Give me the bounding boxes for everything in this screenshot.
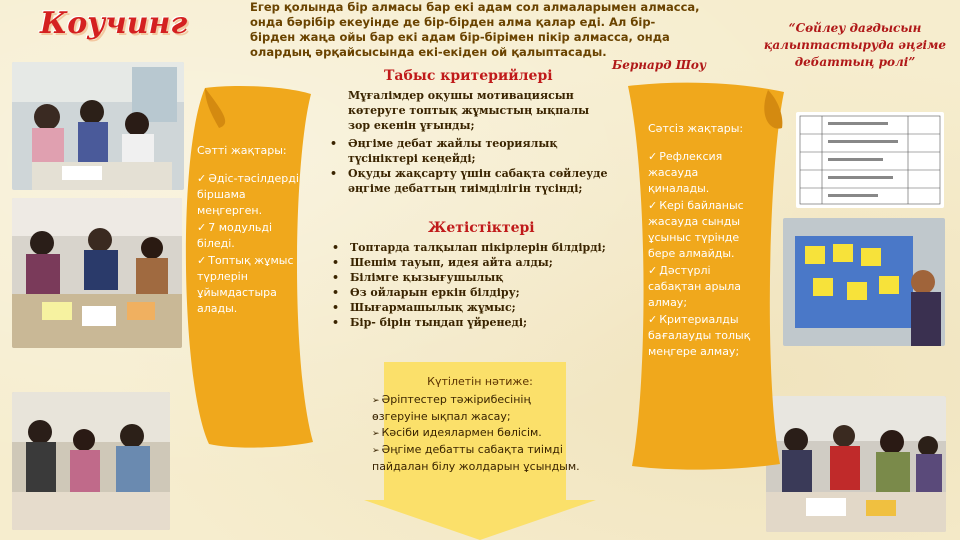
list-item: ✓ Дәстүрлі сабақтан арыла алмау;: [648, 264, 741, 309]
arrow-bullet-icon: ➢: [372, 446, 380, 456]
list-item: • Топтарда талқылап пікірлерін білдірді;: [330, 240, 612, 255]
strengths-list: [197, 171, 301, 317]
list-item: • Өз ойларын еркін білдіру;: [330, 285, 612, 300]
photo-teachers-lesson: [12, 392, 170, 530]
arrow-bullet-icon: ➢: [372, 429, 380, 439]
check-icon: ✓: [197, 221, 207, 234]
criteria-list: [328, 136, 610, 196]
expected-heading: Күтілетін нәтиже:: [427, 375, 533, 388]
topic-quote: “Сөйлеу дағдысын қалыптастыруда әңгіме дебаттың ролі”: [763, 21, 947, 69]
check-icon: ✓: [648, 313, 658, 326]
photo-teachers-table: [12, 198, 182, 348]
photo-teachers-group: [12, 62, 184, 190]
arrow-bullet-icon: ➢: [372, 396, 380, 406]
check-icon: ✓: [648, 199, 658, 212]
achievements-title: Жетістіктері: [428, 220, 535, 236]
expected-list: [372, 392, 588, 475]
list-item: ➢ Әңгіме дебатты сабақта тиімді пайдалан білу жолдарын ұсындым.: [372, 443, 580, 473]
list-item: • Білімге қызығушылық: [330, 270, 612, 285]
strengths-heading: Сәтті жақтары:: [197, 144, 287, 157]
list-item: ✓ Топтық жұмыс түрлерін ұйымдастыра алады.: [197, 254, 294, 315]
check-icon: ✓: [197, 254, 207, 267]
quote-author: Бернард Шоу: [612, 58, 707, 72]
list-item: • Бір- бірін тыңдап үйренеді;: [330, 315, 612, 330]
photo-worksheet: [796, 112, 944, 208]
weaknesses-panel: [618, 80, 788, 472]
list-item: ✓ 7 модульді біледі.: [197, 221, 273, 250]
list-item: ✓ Критериалды бағалауды толық меңгере алмау;: [648, 313, 751, 358]
weaknesses-heading: Сәтсіз жақтары:: [648, 122, 744, 135]
photo-group-work: [766, 396, 946, 532]
expected-results-arrow: [364, 362, 596, 540]
list-item: • Шешім тауып, идея айта алды;: [330, 255, 612, 270]
check-icon: ✓: [648, 264, 658, 277]
criteria-title: Табыс критерийлері: [384, 68, 553, 84]
list-item: • Шығармашылық жұмыс;: [330, 300, 612, 315]
slide-title: Коучинг: [40, 6, 188, 41]
shaw-quote: Егер қолында бір алмасы бар екі адам сол алмаларымен алмасса, онда бәрібір екеуінде де бір-бірден алма қалар еді. Ал бір-бірден жаңа ойы бар екі адам бір-бірімен пікір алмасса, онда олардың әрқайсысында екі-екіден ой қалыптасады.: [250, 0, 700, 59]
weaknesses-list: [648, 149, 760, 360]
achievements-list: [330, 240, 612, 330]
photo-poster-board: [783, 218, 945, 346]
strengths-panel: [175, 84, 315, 450]
list-item: ✓ Әдіс-тәсілдерді біршама меңгерген.: [197, 172, 299, 217]
list-item: • Әңгіме дебат жайлы теориялық түсініктері кеңейді;: [328, 136, 610, 166]
criteria-intro: Мұғалімдер оқушы мотивациясын көтеруге топтық жұмыстың ықпалы зор екенін ұғынды;: [348, 89, 590, 132]
list-item: ➢ Кәсіби идеялармен бөлісім.: [372, 426, 542, 439]
list-item: ✓ Рефлексия жасауда қиналады.: [648, 150, 723, 195]
check-icon: ✓: [648, 150, 658, 163]
list-item: • Оқуды жақсарту үшін сабақта сөйлеуде әңгіме дебаттың тиімділігін түсінді;: [328, 166, 610, 196]
list-item: ✓ Кері байланыс жасауда сынды ұсыныс түрінде бере алмайды.: [648, 199, 744, 260]
check-icon: ✓: [197, 172, 207, 185]
list-item: ➢ Әріптестер тәжірибесінің өзгеруіне ықпал жасау;: [372, 393, 531, 423]
